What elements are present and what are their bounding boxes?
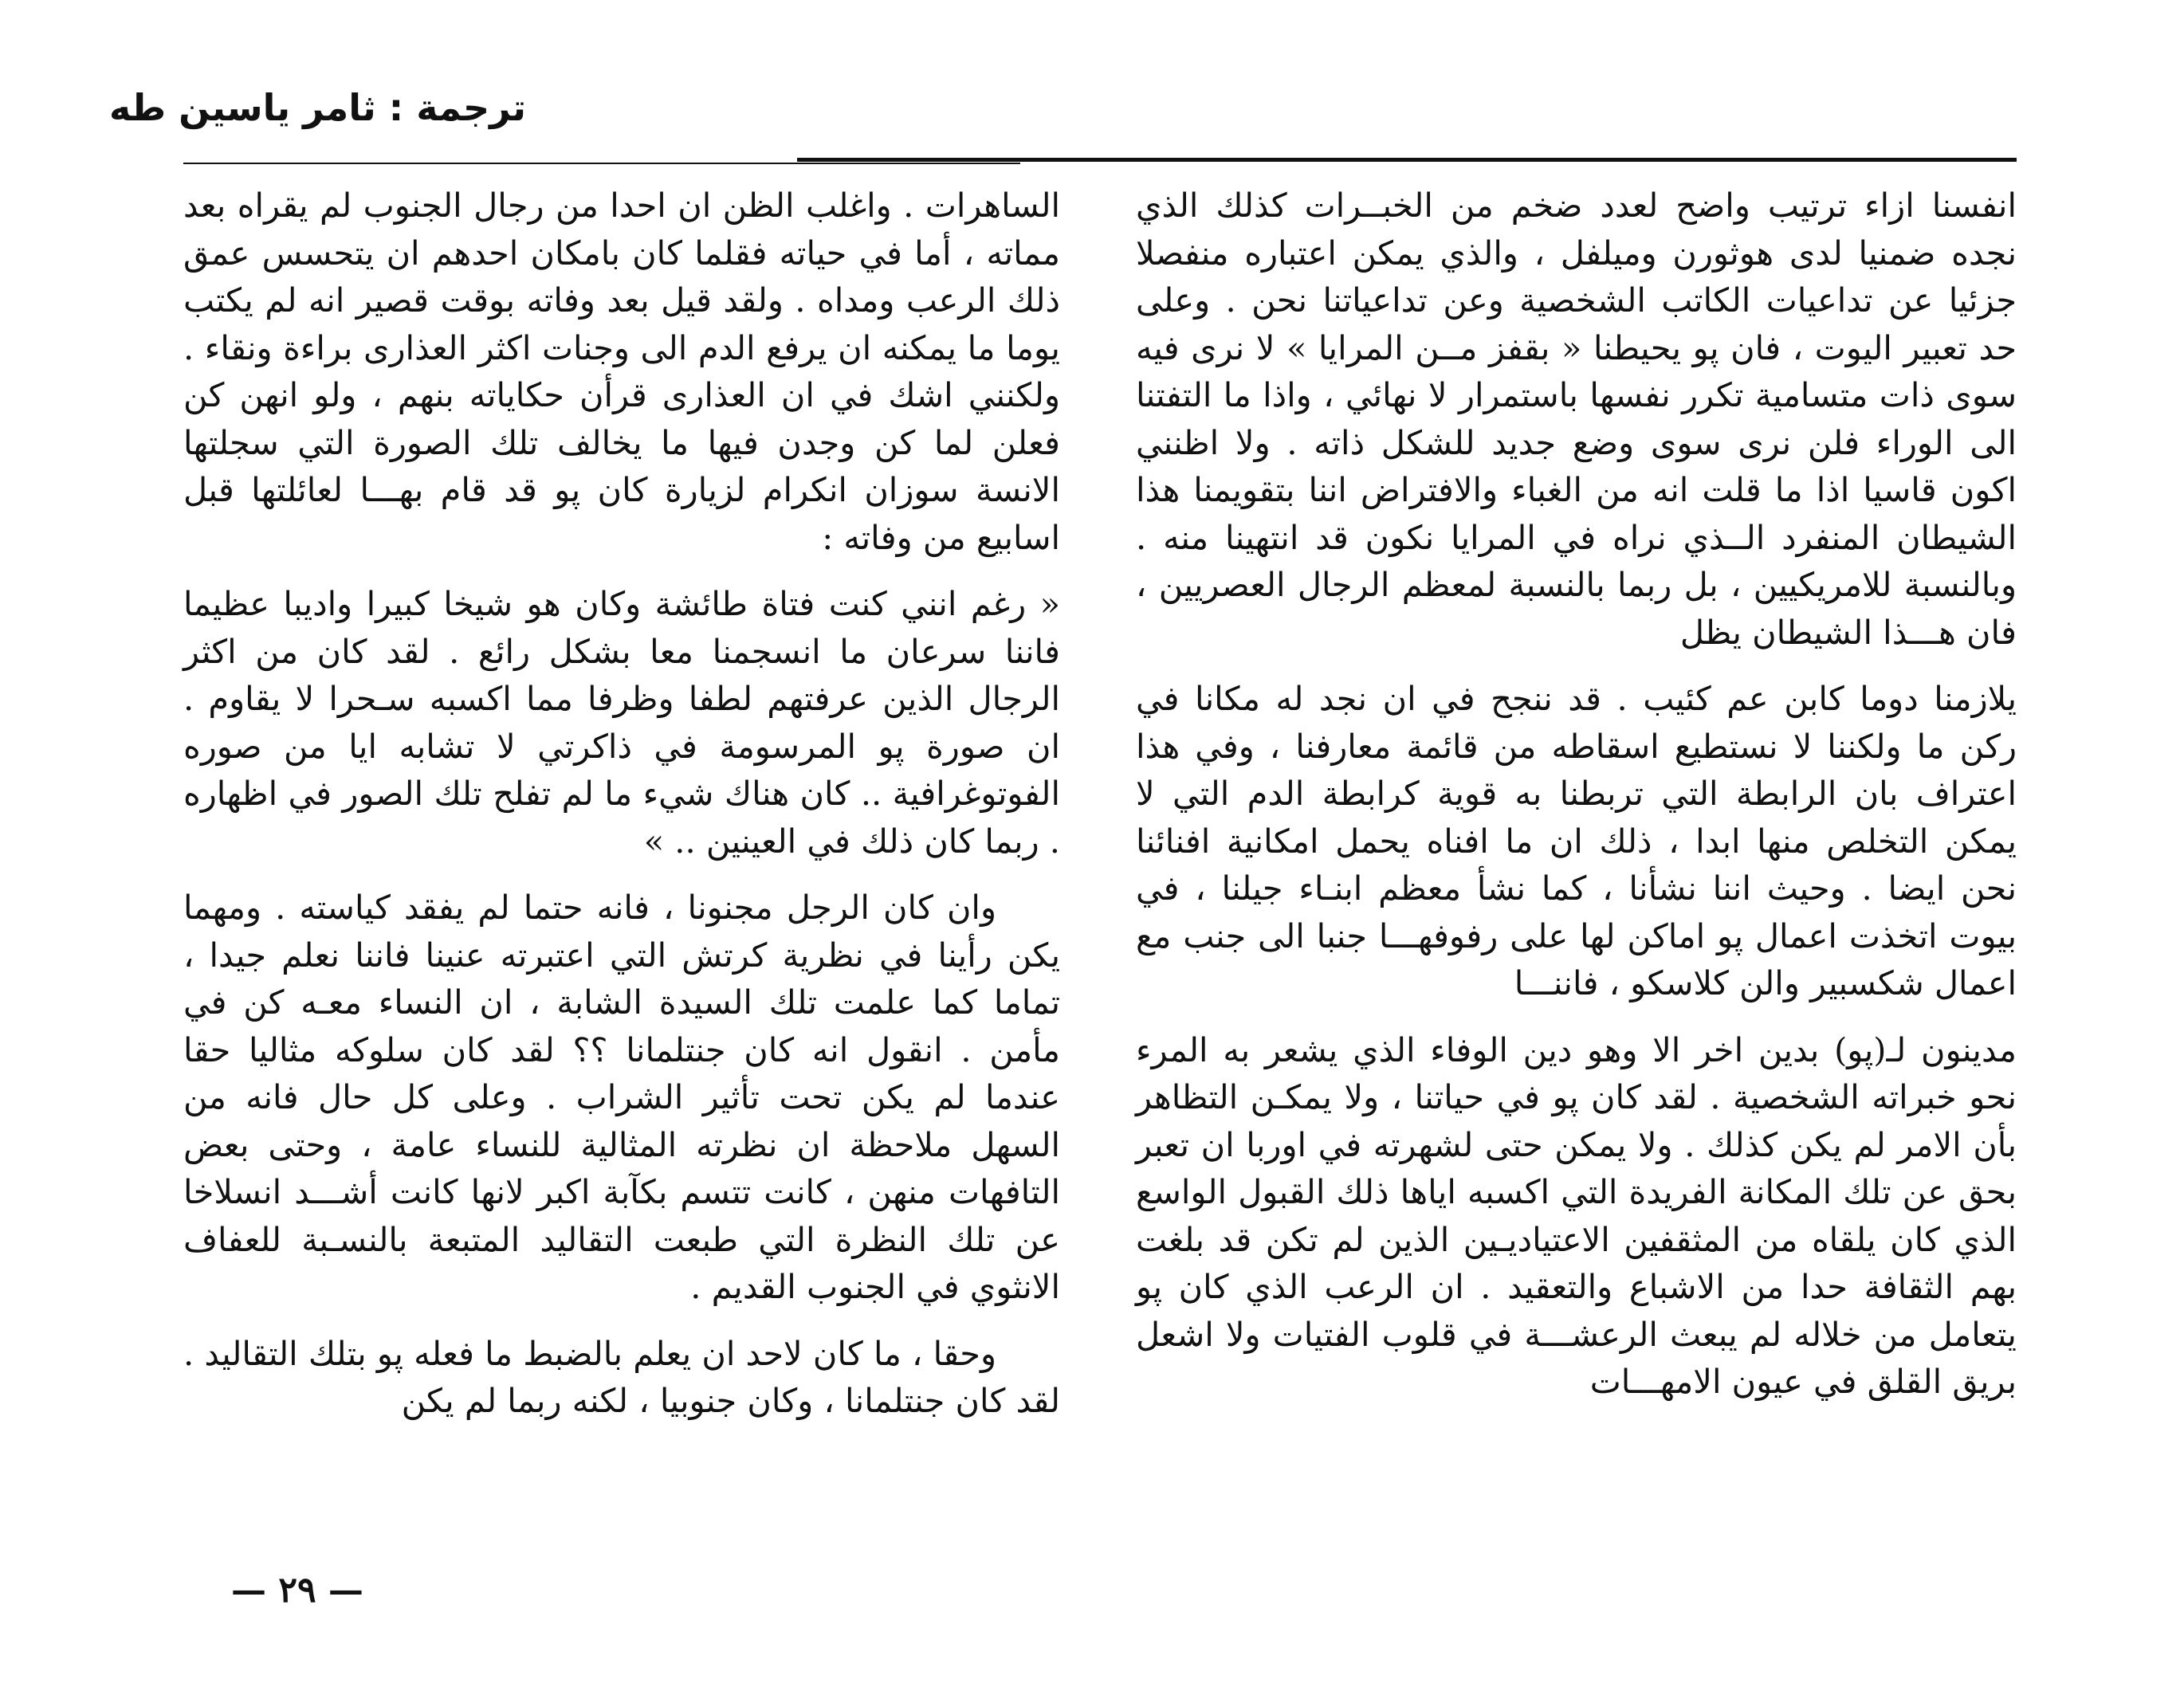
left-quote-paragraph: « رغم انني كنت فتاة طائشة وكان هو شيخا كبيرا واديبا عظيما فاننا سرعان ما انسجمنا معا بشكل رائع . لقد كان من اكثر الرجال الذين عرفتهم لطفا وظرفا مما اكسبه سـحرا لا يقاوم . ان صورة پو المرسومة في ذاكرتي لا تشابه ايا من صوره الفوتوغرافية .. كان هناك شيء ما لم تفلح تلك الصور في اظهاره . ربما كان ذلك في العينين .. » [183, 584, 1060, 861]
header-rule-thick [797, 158, 2017, 162]
right-paragraph-1: انفسنا ازاء ترتيب واضح لعدد ضخم من الخبــرات كذلك الذي نجده ضمنيا لدى هوثورن وميلفل ، والذي يمكن اعتباره منفصلا جزئيا عن تداعيات الكاتب الشخصية وعن تداعياتنا نحن . وعلى حد تعبير اليوت ، فان پو يحيطنا « بقفز مــن المرايا » لا نرى فيه سوى ذات متسامية تكرر نفسها باستمرار لا نهائي ، واذا ما التفتنا الى الوراء فلن نرى سوى وضع جديد للشكل ذاته . ولا اظنني اكون قاسيا اذا ما قلت انه من الغباء والافتراض اننا بتقويمنا هذا الشيطان المنفرد الــذي نراه في المرايا نكون قد انتهينا منه . وبالنسبة للامريكيين ، بل ربما بالنسبة لمعظم الرجال العصريين ، فان هـــذا الشيطان يظل [1136, 186, 2017, 652]
page-number: — ٢٩ — [231, 1570, 363, 1610]
left-text-column [183, 182, 1060, 1444]
right-text-column [1136, 182, 2017, 1425]
left-paragraph-4: وحقا ، ما كان لاحد ان يعلم بالضبط ما فعله پو بتلك التقاليد . لقد كان جنتلمانا ، وكان جنوبيا ، لكنه ربما لم يكن [183, 1333, 1060, 1420]
header-rule-thin [183, 163, 1020, 164]
page-header-title: ترجمة : ثامر ياسين طه [108, 86, 526, 129]
right-paragraph-2: يلازمنا دوما كابن عم كئيب . قد ننجح في ان نجد له مكانا في ركن ما ولكننا لا نستطيع اسقاطه من قائمة معارفنا ، وفي هذا اعتراف بان الرابطة التي تربطنا به قوية كرابطة الدم التي لا يمكن التخلص منها ابدا ، ذلك ان ما افناه يحمل امكانية افنائنا نحن ايضا . وحيث اننا نشأنا ، كما نشأ معظم ابنـاء جيلنا ، في بيوت اتخذت اعمال پو اماكن لها على رفوفهـــا جنبا الى جنب مع اعمال شكسبير والن كلاسكو ، فاننـــا [1136, 679, 2017, 1002]
right-paragraph-3: مدينون لـ(پو) بدين اخر الا وهو دين الوفاء الذي يشعر به المرء نحو خبراته الشخصية . لقد كان پو في حياتنا ، ولا يمكـن التظاهر بأن الامر لم يكن كذلك . ولا يمكن حتى لشهرته في اوربا ان تعبر بحق عن تلك المكانة الفريدة التي اكسبه اياها ذلك القبول الواسع الذي كان يلقاه من المثقفين الاعتياديـين الذين لم تكن قد بلغت بهم الثقافة حدا من الاشباع والتعقيد . ان الرعب الذي كان پو يتعامل من خلاله لم يبعث الرعشـــة في قلوب الفتيات ولا اشعل بريق القلق في عيون الامهـــات [1136, 1030, 2017, 1401]
left-paragraph-3: وان كان الرجل مجنونا ، فانه حتما لم يفقد كياسته . ومهما يكن رأينا في نظرية كرتش التي اعتبرته عنينا فاننا نعلم جيدا ، تماما كما علمت تلك السيدة الشابة ، ان النساء معـه كن في مأمن . انقول انه كان جنتلمانا ؟؟ لقد كان سلوكه مثاليا حقا عندما لم يكن تحت تأثير الشراب . وعلى كل حال فانه من السهل ملاحظة ان نظرته المثالية للنساء عامة ، وحتى بعض التافهات منهن ، كانت تتسم بكآبة اكبر لانها كانت أشـــد انسلاخا عن تلك النظرة التي طبعت التقاليد المتبعة بالنسـبة للعفاف الانثوي في الجنوب القديم . [183, 888, 1060, 1306]
left-paragraph-1: الساهرات . واغلب الظن ان احدا من رجال الجنوب لم يقراه بعد مماته ، أما في حياته فقلما كان بامكان احدهم ان يتحسس عمق ذلك الرعب ومداه . ولقد قيل بعد وفاته بوقت قصير انه لم يكتب يوما ما يمكنه ان يرفع الدم الى وجنات اكثر العذارى براءة ونقاء . ولكنني اشك في ان العذارى قرأن حكاياته بنهم ، ولو انهن كن فعلن لما كن وجدن فيها ما يخالف تلك الصورة التي سجلتها الانسة سوزان انكرام لزيارة كان پو قد قام بهـــا لعائلتها قبل اسابيع من وفاته : [183, 186, 1060, 557]
